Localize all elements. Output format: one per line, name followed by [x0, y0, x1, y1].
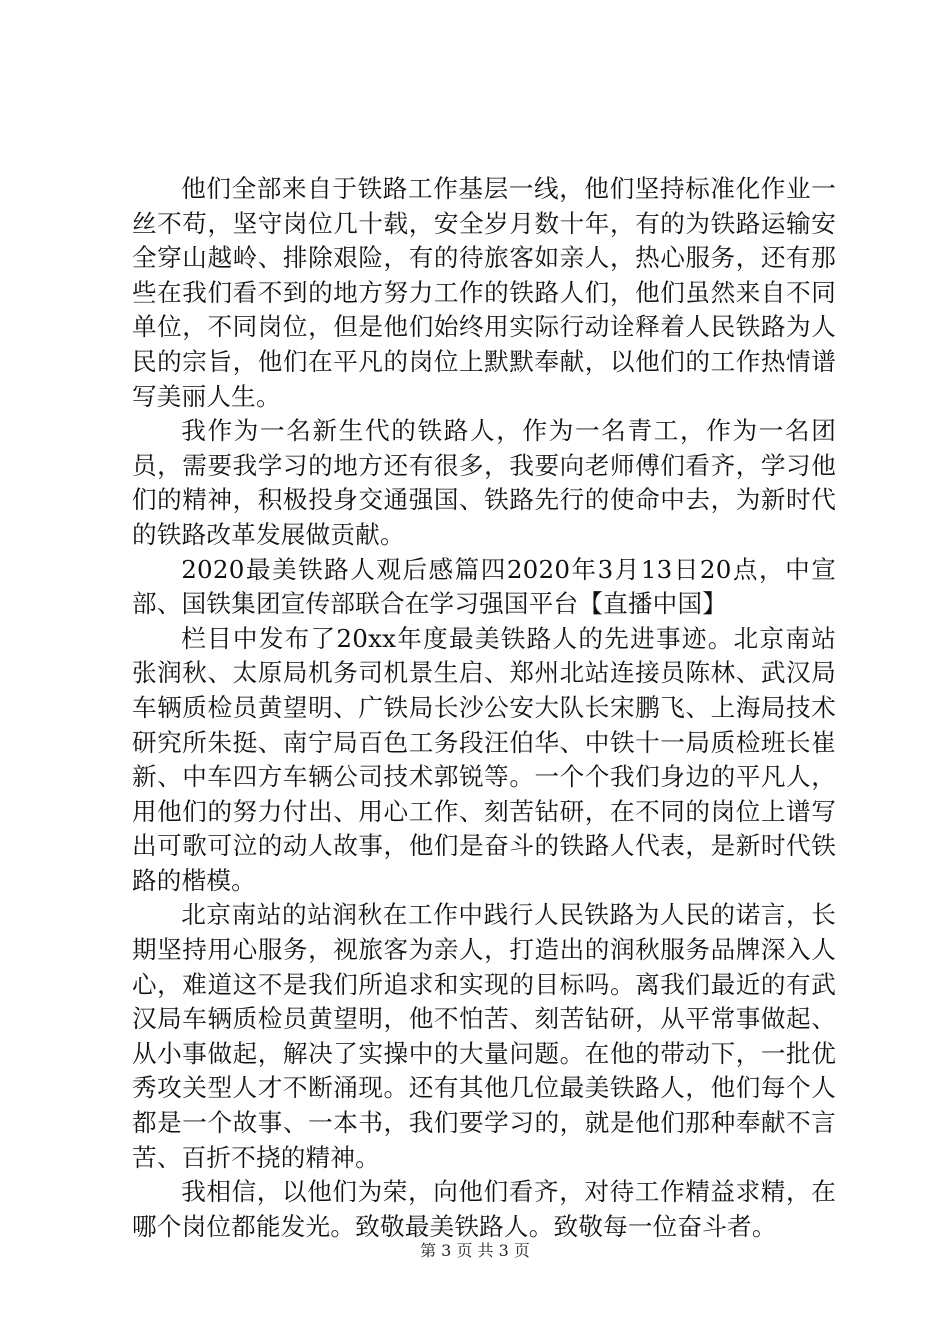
- paragraph-6: 我相信，以他们为荣，向他们看齐，对待工作精益求精，在哪个岗位都能发光。致敬最美铁路人。致敬每一位奋斗者。: [132, 1177, 836, 1241]
- document-body: [132, 172, 836, 1244]
- paragraph-1: 他们全部来自于铁路工作基层一线，他们坚持标准化作业一丝不苟，坚守岗位几十载，安全岁月数十年，有的为铁路运输安全穿山越岭、排除艰险，有的待旅客如亲人，热心服务，还有那些在我们看不到的地方努力工作的铁路人们，他们虽然来自不同单位，不同岗位，但是他们始终用实际行动诠释着人民铁路为人民的宗旨，他们在平凡的岗位上默默奉献，以他们的工作热情谱写美丽人生。: [132, 174, 836, 411]
- paragraph-3: 2020最美铁路人观后感篇四2020年3月13日20点，中宣部、国铁集团宣传部联合在学习强国平台【直播中国】: [132, 554, 836, 619]
- paragraph-4: 栏目中发布了20xx年度最美铁路人的先进事迹。北京南站张润秋、太原局机务司机景生启、郑州北站连接员陈林、武汉局车辆质检员黄望明、广铁局长沙公安大队长宋鹏飞、上海局技术研究所朱挺、南宁局百色工务段汪伯华、中铁十一局质检班长崔新、中车四方车辆公司技术郭锐等。一个个我们身边的平凡人，用他们的努力付出、用心工作、刻苦钻研，在不同的岗位上谱写出可歌可泣的动人故事，他们是奋斗的铁路人代表，是新时代铁路的楷模。: [132, 623, 836, 895]
- paragraph-5: 北京南站的站润秋在工作中践行人民铁路为人民的诺言，长期坚持用心服务，视旅客为亲人，打造出的润秋服务品牌深入人心，难道这不是我们所追求和实现的目标吗。离我们最近的有武汉局车辆质检员黄望明，他不怕苦、刻苦钻研，从平常事做起、从小事做起，解决了实操中的大量问题。在他的带动下，一批优秀攻关型人才不断涌现。还有其他几位最美铁路人，他们每个人都是一个故事、一本书，我们要学习的，就是他们那种奉献不言苦、百折不挠的精神。: [132, 900, 836, 1172]
- paragraph-2: 我作为一名新生代的铁路人，作为一名青工，作为一名团员，需要我学习的地方还有很多，我要向老师傅们看齐，学习他们的精神，积极投身交通强国、铁路先行的使命中去，为新时代的铁路改革发展做贡献。: [132, 416, 836, 549]
- page-number-footer: 第 3 页 共 3 页: [420, 1241, 530, 1260]
